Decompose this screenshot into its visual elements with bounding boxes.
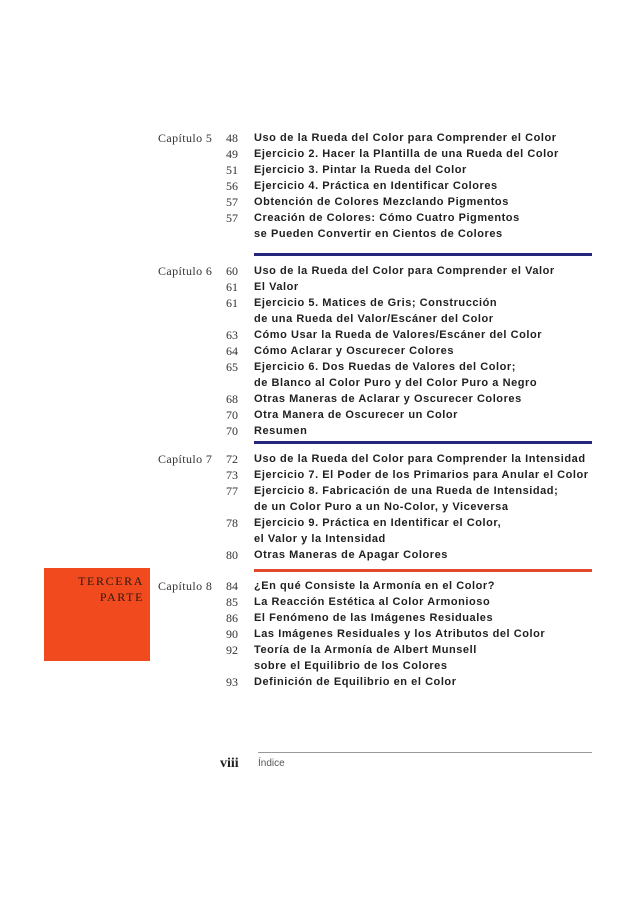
entry-title: El Valor <box>254 281 299 293</box>
entry-title: Otra Manera de Oscurecer un Color <box>254 409 458 421</box>
toc-entry[interactable] <box>0 423 638 439</box>
page-number: 78 <box>226 516 238 530</box>
page-number: 72 <box>226 452 238 466</box>
toc-entry[interactable] <box>0 210 638 242</box>
entry-title: Ejercicio 4. Práctica en Identificar Colores <box>254 180 498 192</box>
toc-entry[interactable] <box>0 263 638 279</box>
page-number: 61 <box>226 280 238 294</box>
toc-entry[interactable] <box>0 626 638 642</box>
entry-title: Otras Maneras de Aclarar y Oscurecer Colores <box>254 393 522 405</box>
entry-title: Creación de Colores: Cómo Cuatro Pigmentos <box>254 212 520 224</box>
toc-entry[interactable] <box>0 295 638 327</box>
toc-entry[interactable] <box>0 483 638 515</box>
entry-title: Resumen <box>254 425 308 437</box>
toc-entry[interactable] <box>0 594 638 610</box>
toc-entry[interactable] <box>0 578 638 594</box>
entry-title: Teoría de la Armonía de Albert Munsell <box>254 644 477 656</box>
toc-entry[interactable] <box>0 178 638 194</box>
chapter-divider <box>254 441 592 444</box>
entry-title: Uso de la Rueda del Color para Comprender el Valor <box>254 265 555 277</box>
toc-entry[interactable] <box>0 359 638 391</box>
footer-label: Índice <box>258 758 285 769</box>
chapter-label: Capítulo 6 <box>158 264 213 278</box>
page-number: 86 <box>226 611 238 625</box>
chapter-divider <box>254 253 592 256</box>
toc-entry[interactable] <box>0 515 638 547</box>
page-number: 70 <box>226 424 238 438</box>
entry-title: Ejercicio 9. Práctica en Identificar el Color, <box>254 517 502 529</box>
toc-entry[interactable] <box>0 610 638 626</box>
page-number: 84 <box>226 579 238 593</box>
page-number: 56 <box>226 179 238 193</box>
page-number: 60 <box>226 264 238 278</box>
page-number: 90 <box>226 627 238 641</box>
entry-title: Cómo Usar la Rueda de Valores/Escáner del Color <box>254 329 543 341</box>
page-number: 80 <box>226 548 238 562</box>
page-number: 51 <box>226 163 238 177</box>
entry-title: de una Rueda del Valor/Escáner del Color <box>254 313 494 325</box>
toc-entry[interactable] <box>0 451 638 467</box>
entry-title: Ejercicio 8. Fabricación de una Rueda de Intensidad; <box>254 485 559 497</box>
part-label-line2: PARTE <box>99 590 144 604</box>
entry-title: Ejercicio 3. Pintar la Rueda del Color <box>254 164 467 176</box>
entry-title: Uso de la Rueda del Color para Comprender la Intensidad <box>254 453 586 465</box>
toc-entry[interactable] <box>0 407 638 423</box>
page-number: 49 <box>226 147 238 161</box>
chapter-label: Capítulo 7 <box>158 452 213 466</box>
entry-title: Ejercicio 2. Hacer la Plantilla de una Rueda del Color <box>254 148 559 160</box>
toc-entry[interactable] <box>0 642 638 674</box>
entry-title: Uso de la Rueda del Color para Comprender el Color <box>254 132 557 144</box>
entry-title: Cómo Aclarar y Oscurecer Colores <box>254 345 454 357</box>
entry-title: el Valor y la Intensidad <box>254 533 386 545</box>
entry-title: Las Imágenes Residuales y los Atributos del Color <box>254 628 546 640</box>
chapter-label: Capítulo 8 <box>158 579 213 593</box>
page-number: 63 <box>226 328 238 342</box>
entry-title: de un Color Puro a un No-Color, y Viceversa <box>254 501 509 513</box>
chapter-divider <box>254 569 592 572</box>
page-number: 68 <box>226 392 238 406</box>
entry-title: Ejercicio 6. Dos Ruedas de Valores del Color; <box>254 361 516 373</box>
entry-title: La Reacción Estética al Color Armonioso <box>254 596 491 608</box>
entry-title: se Pueden Convertir en Cientos de Colores <box>254 228 503 240</box>
entry-title: ¿En qué Consiste la Armonía en el Color? <box>254 580 496 592</box>
toc-entry[interactable] <box>0 146 638 162</box>
page-number: 70 <box>226 408 238 422</box>
toc-entry[interactable] <box>0 674 638 690</box>
page-number: 93 <box>226 675 238 689</box>
toc-entry[interactable] <box>0 162 638 178</box>
page-number: 64 <box>226 344 238 358</box>
toc-entry[interactable] <box>0 194 638 210</box>
toc-entry[interactable] <box>0 547 638 563</box>
footer-page-number: viii <box>220 756 239 771</box>
toc-entry[interactable] <box>0 343 638 359</box>
page-number: 57 <box>226 211 238 225</box>
toc-entry[interactable] <box>0 391 638 407</box>
entry-title: Obtención de Colores Mezclando Pigmentos <box>254 196 509 208</box>
entry-title: de Blanco al Color Puro y del Color Puro a Negro <box>254 377 538 389</box>
toc-entry[interactable] <box>0 327 638 343</box>
toc-entry[interactable] <box>0 130 638 146</box>
part-label-line1: TERCERA <box>78 574 144 588</box>
footer-rule <box>258 752 592 753</box>
page-number: 73 <box>226 468 238 482</box>
page-number: 48 <box>226 131 238 145</box>
page-number: 65 <box>226 360 238 374</box>
entry-title: sobre el Equilibrio de los Colores <box>254 660 448 672</box>
entry-title: Definición de Equilibrio en el Color <box>254 676 457 688</box>
entry-title: Ejercicio 7. El Poder de los Primarios para Anular el Color <box>254 469 589 481</box>
page-number: 85 <box>226 595 238 609</box>
chapter-label: Capítulo 5 <box>158 131 213 145</box>
entry-title: Ejercicio 5. Matices de Gris; Construcción <box>254 297 498 309</box>
toc-entry[interactable] <box>0 467 638 483</box>
page-number: 92 <box>226 643 238 657</box>
page-number: 77 <box>226 484 238 498</box>
page-number: 61 <box>226 296 238 310</box>
entry-title: Otras Maneras de Apagar Colores <box>254 549 448 561</box>
toc-entry[interactable] <box>0 279 638 295</box>
entry-title: El Fenómeno de las Imágenes Residuales <box>254 612 494 624</box>
page-number: 57 <box>226 195 238 209</box>
